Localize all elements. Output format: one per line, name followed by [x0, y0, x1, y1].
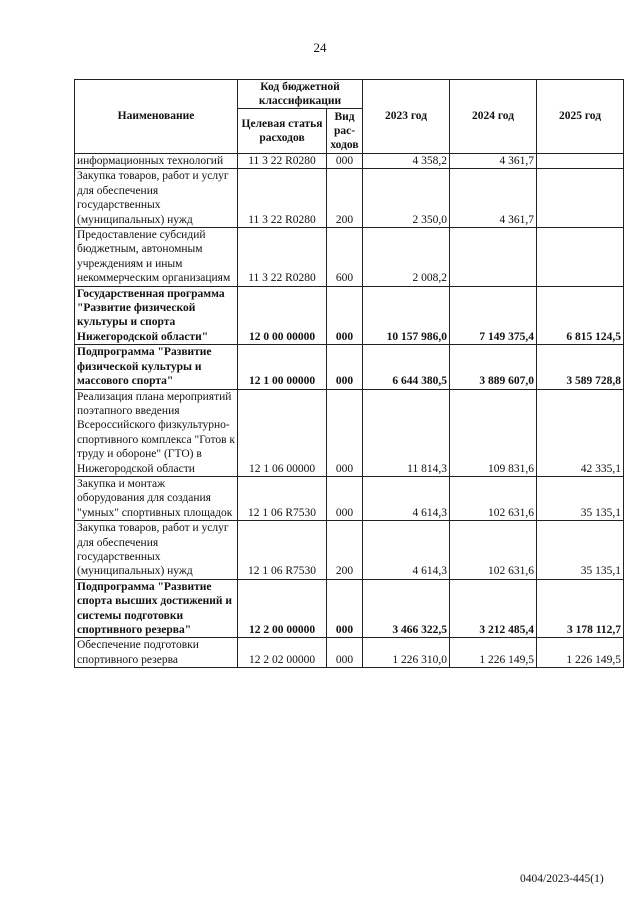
header-2024: 2024 год: [450, 80, 537, 154]
row-2024: [450, 228, 537, 287]
row-2024: 109 831,6: [450, 389, 537, 476]
row-2023: 6 644 380,5: [363, 345, 450, 389]
row-2024: 3 889 607,0: [450, 345, 537, 389]
row-code: 12 1 00 00000: [238, 345, 327, 389]
row-type: 000: [327, 345, 363, 389]
header-budget-code: Код бюджетной классификации: [238, 80, 363, 109]
table-row: [75, 579, 624, 638]
header-expense-type: Вид рас-ходов: [327, 109, 363, 154]
row-2023: 10 157 986,0: [363, 286, 450, 345]
table-row: [75, 154, 624, 169]
table-row: [75, 286, 624, 345]
row-2023: 1 226 310,0: [363, 638, 450, 668]
row-type: 200: [327, 169, 363, 228]
row-type: 000: [327, 389, 363, 476]
document-code: 0404/2023-445(1): [520, 873, 604, 885]
row-name: Закупка и монтаж оборудования для создания "умных" спортивных площадок: [75, 476, 238, 520]
row-2025: [537, 169, 624, 228]
header-name: Наименование: [75, 80, 238, 154]
page-number: 24: [313, 40, 327, 55]
row-2023: 3 466 322,5: [363, 579, 450, 638]
row-2024: 102 631,6: [450, 521, 537, 580]
row-2025: 6 815 124,5: [537, 286, 624, 345]
row-name: Подпрограмма "Развитие физической культуры и массового спорта": [75, 345, 238, 389]
row-2024: 7 149 375,4: [450, 286, 537, 345]
row-code: 11 3 22 R0280: [238, 228, 327, 287]
row-name: информационных технологий: [75, 154, 238, 169]
row-2023: 2 008,2: [363, 228, 450, 287]
row-code: 12 2 00 00000: [238, 579, 327, 638]
row-2024: 4 361,7: [450, 154, 537, 169]
row-2025: 3 178 112,7: [537, 579, 624, 638]
row-2024: 102 631,6: [450, 476, 537, 520]
row-2023: 11 814,3: [363, 389, 450, 476]
row-2023: 4 614,3: [363, 521, 450, 580]
table-row: [75, 521, 624, 580]
row-2024: 3 212 485,4: [450, 579, 537, 638]
row-2024: 1 226 149,5: [450, 638, 537, 668]
row-2025: 35 135,1: [537, 476, 624, 520]
row-type: 000: [327, 476, 363, 520]
row-2025: 3 589 728,8: [537, 345, 624, 389]
row-name: Предоставление субсидий бюджетным, автономным учреждениям и иным некоммерческим организациям: [75, 228, 238, 287]
row-type: 000: [327, 638, 363, 668]
row-code: 11 3 22 R0280: [238, 169, 327, 228]
row-2024: 4 361,7: [450, 169, 537, 228]
row-type: 200: [327, 521, 363, 580]
row-2025: 42 335,1: [537, 389, 624, 476]
header-target-article: Целевая статья расходов: [238, 109, 327, 154]
header-2025: 2025 год: [537, 80, 624, 154]
row-2025: [537, 228, 624, 287]
row-name: Закупка товаров, работ и услуг для обеспечения государственных (муниципальных) нужд: [75, 169, 238, 228]
table-row: [75, 638, 624, 668]
row-2025: 1 226 149,5: [537, 638, 624, 668]
row-type: 000: [327, 286, 363, 345]
header-2023: 2023 год: [363, 80, 450, 154]
row-name: Подпрограмма "Развитие спорта высших достижений и системы подготовки спортивного резерва": [75, 579, 238, 638]
row-code: 11 3 22 R0280: [238, 154, 327, 169]
row-2023: 4 358,2: [363, 154, 450, 169]
table-row: [75, 476, 624, 520]
row-2023: 2 350,0: [363, 169, 450, 228]
row-name: Реализация плана мероприятий поэтапного введения Всероссийского физкультурно-спортивного комплекса "Готов к труду и обороне" (ГТО) в Нижегородской области: [75, 389, 238, 476]
row-code: 12 1 06 R7530: [238, 476, 327, 520]
row-code: 12 1 06 R7530: [238, 521, 327, 580]
row-code: 12 2 02 00000: [238, 638, 327, 668]
row-type: 000: [327, 154, 363, 169]
row-2025: 35 135,1: [537, 521, 624, 580]
table-row: [75, 169, 624, 228]
row-type: 600: [327, 228, 363, 287]
row-name: Государственная программа "Развитие физической культуры и спорта Нижегородской области": [75, 286, 238, 345]
row-code: 12 1 06 00000: [238, 389, 327, 476]
table-row: [75, 228, 624, 287]
row-2023: 4 614,3: [363, 476, 450, 520]
table-row: [75, 345, 624, 389]
row-code: 12 0 00 00000: [238, 286, 327, 345]
table-row: [75, 389, 624, 476]
row-name: Закупка товаров, работ и услуг для обеспечения государственных (муниципальных) нужд: [75, 521, 238, 580]
budget-table: [74, 79, 624, 668]
row-type: 000: [327, 579, 363, 638]
row-2025: [537, 154, 624, 169]
row-name: Обеспечение подготовки спортивного резерва: [75, 638, 238, 668]
